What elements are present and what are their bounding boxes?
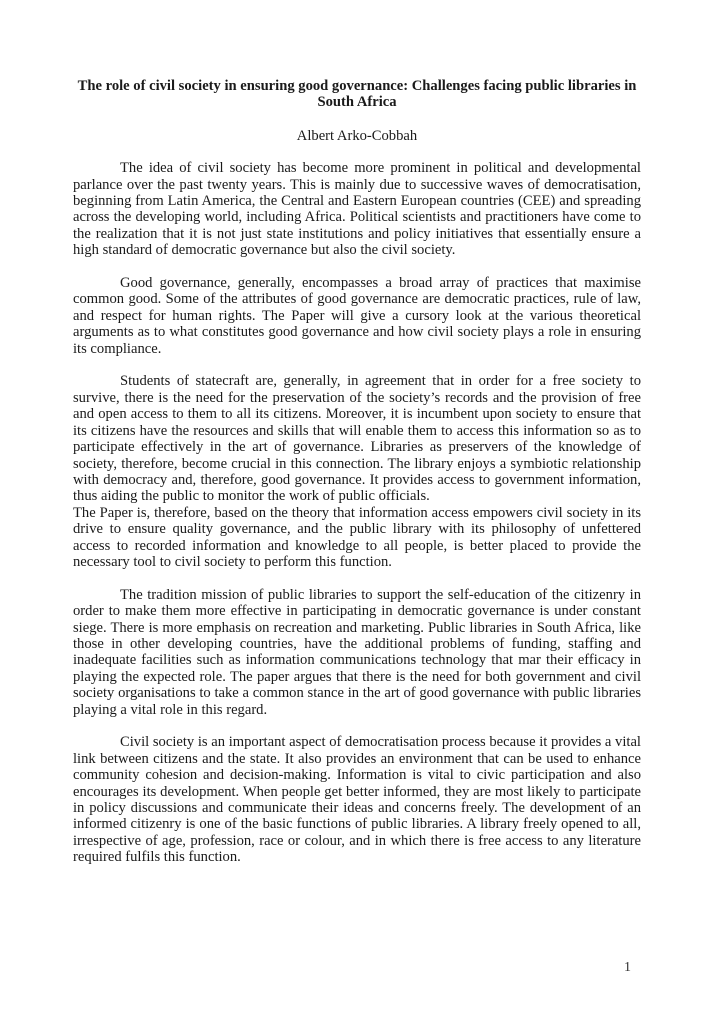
paragraph-democratisation: Civil society is an important aspect of democratisation process because it provides a vital link between citizens and the state. It also provides an environment that can be used to enhance community cohesion and decision-making. Information is vital to civic participation and also encourages its development. When people get better informed, they are most likely to participate in policy discussions and communicate their ideas and concerns freely. The development of an informed citizenry is one of the basic functions of public libraries. A library freely opened to all, irrespective of age, profession, race or colour, and in which there is free access to any literature required fulfils this function. <box>73 734 641 866</box>
paragraph-good-governance: Good governance, generally, encompasses a broad array of practices that maximise common good. Some of the attributes of good governance are democratic practices, rule of law, and respect for human rights. The Paper will give a cursory look at the various theoretical arguments as to what constitutes good governance and how civil society plays a role in ensuring its compliance. <box>73 275 641 357</box>
paragraph-library-mission: The tradition mission of public libraries to support the self-education of the citizenry in order to make them more effective in participating in democratic governance is under constant siege. There is more emphasis on recreation and marketing. Public libraries in South Africa, like those in other developing countries, have the additional problems of funding, staffing and inadequate facilities such as information communications technology that mar their efficacy in playing the expected role. The paper argues that there is the need for both government and civil society organisations to take a common stance in the art of good governance with public libraries playing a vital role in this regard. <box>73 586 641 718</box>
paragraph-civil-society-intro: The idea of civil society has become more prominent in political and developmental parlance over the past twenty years. This is mainly due to successive waves of democratisation, beginning from Latin America, the Central and Eastern European countries (CEE) and spreading across the developing world, including Africa. Political scientists and practitioners have come to the realization that it is not just state institutions and policy initiatives that essentially ensure a high standard of democratic governance but also the civil society. <box>73 160 641 259</box>
page-number: 1 <box>624 960 631 975</box>
paragraph-paper-theory: The Paper is, therefore, based on the theory that information access empowers civil society in its drive to ensure quality governance, and the public library with its philosophy of unfettered access to recorded information and knowledge to all people, is better placed to provide the necessary tool to civil society to perform this function. <box>73 504 641 570</box>
paragraph-statecraft: Students of statecraft are, generally, in agreement that in order for a free society to survive, there is the need for the preservation of the society’s records and the provision of free and open access to them to all its citizens. Moreover, it is incumbent upon society to ensure that its citizens have the resources and skills that will enable them to access this information so as to participate effectively in the art of governance. Libraries as preservers of the knowledge of society, therefore, become crucial in this connection. The library enjoys a symbiotic relationship with democracy and, therefore, good governance. It provides access to government information, thus aiding the public to monitor the work of public officials. <box>73 373 641 505</box>
document-title: The role of civil society in ensuring good governance: Challenges facing public libraries in South Africa <box>77 78 637 111</box>
document-author: Albert Arko-Cobbah <box>296 127 418 144</box>
document-page <box>73 78 641 882</box>
